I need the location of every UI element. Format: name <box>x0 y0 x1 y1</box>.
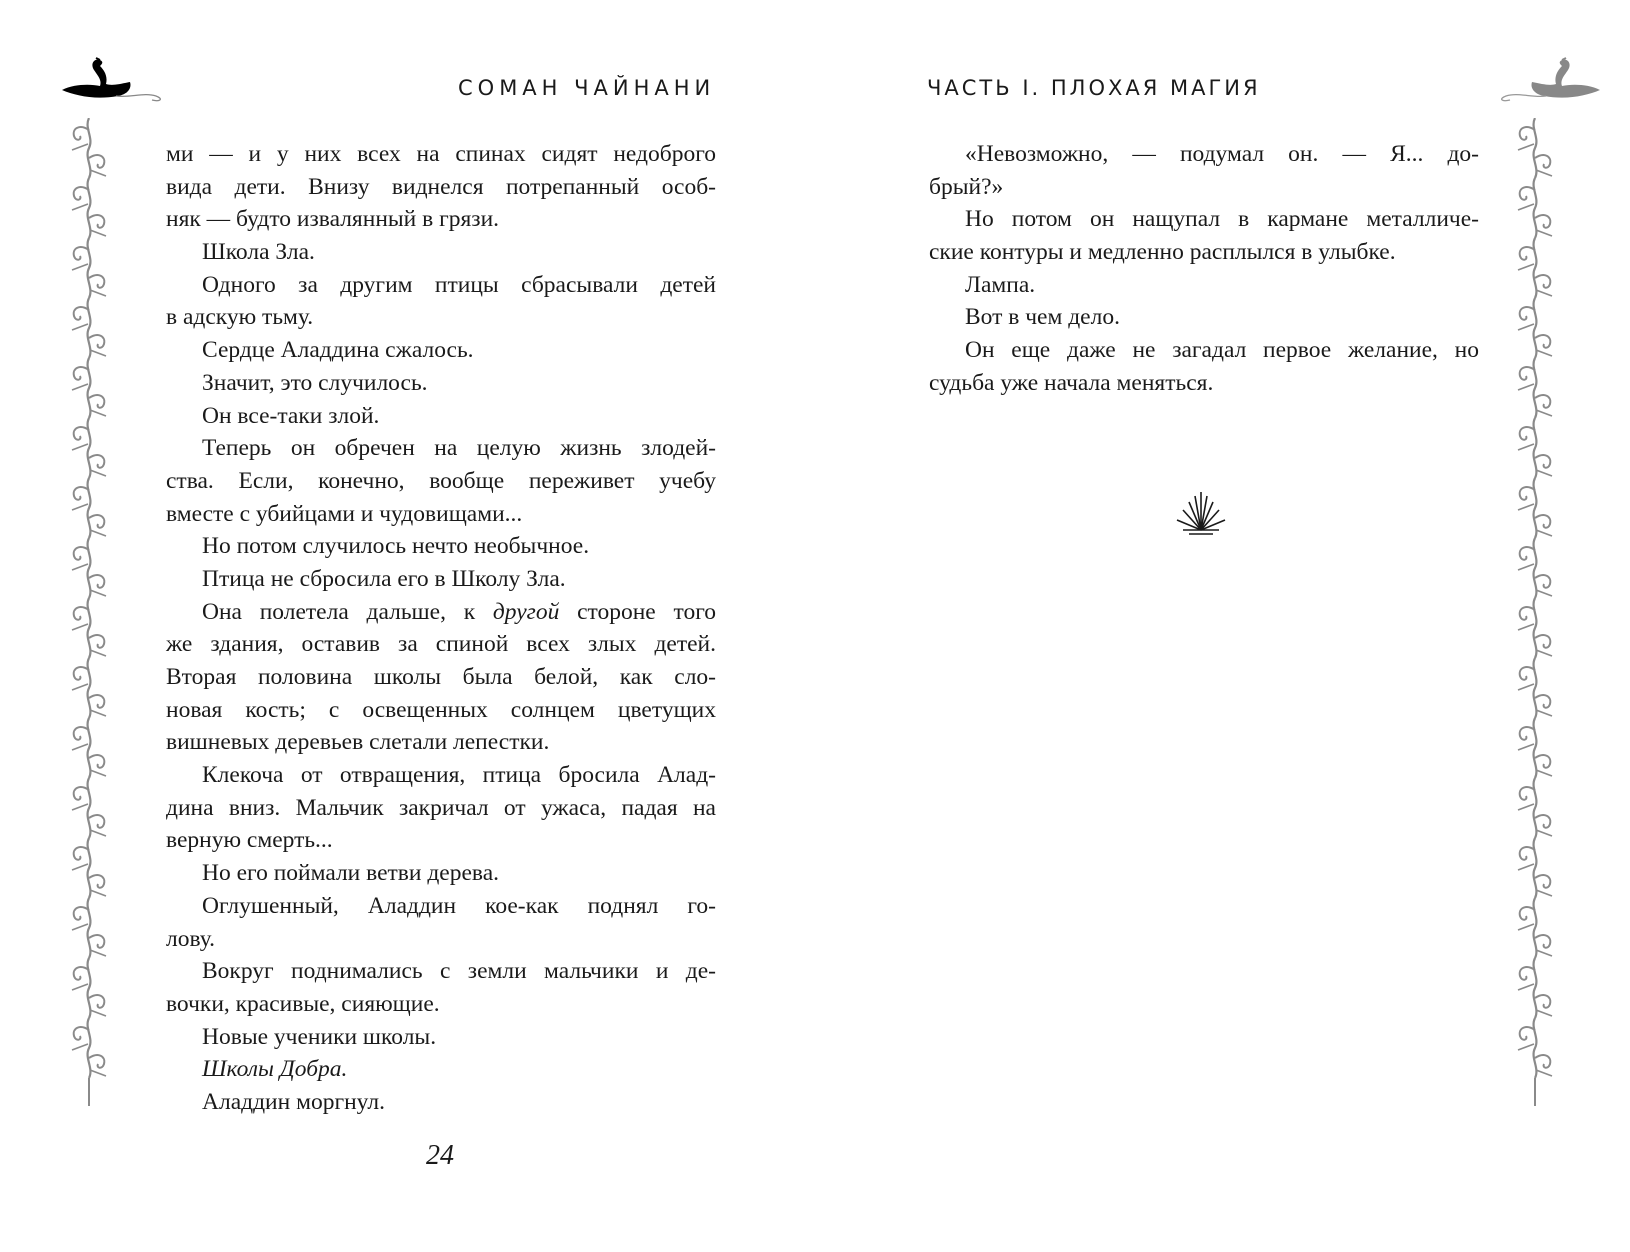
text-line <box>166 269 716 302</box>
text-run: новая кость; с освещенных солнцем цветущих <box>166 696 716 723</box>
text-line <box>929 236 1479 269</box>
text-run: Теперь он обречен на целую жизнь злодей- <box>202 435 716 462</box>
running-head-chapter: ЧАСТЬ I. ПЛОХАЯ МАГИЯ <box>927 76 1261 100</box>
page-number: 24 <box>426 1140 454 1171</box>
text-run: Клекоча от отвращения, птица бросила Алад- <box>202 762 716 789</box>
text-run: вида дети. Внизу виднелся потрепанный особ- <box>166 173 716 200</box>
text-line <box>166 923 716 956</box>
text-line <box>166 400 716 433</box>
text-run: Птица не сбросила его в Школу Зла. <box>202 565 566 592</box>
text-run: Аладдин моргнул. <box>202 1088 385 1115</box>
text-line <box>166 726 716 759</box>
text-line <box>166 661 716 694</box>
fan-ornament-icon <box>1173 490 1229 536</box>
text-run: судьба уже начала меняться. <box>929 369 1214 396</box>
text-line <box>929 269 1479 302</box>
text-run: Сердце Аладдина сжалось. <box>202 337 474 364</box>
text-run: Новые ученики школы. <box>202 1023 437 1050</box>
text-run: Он все-таки злой. <box>202 402 380 429</box>
text-line <box>166 759 716 792</box>
right-page <box>815 0 1630 1252</box>
text-line <box>929 334 1479 367</box>
right-body-text <box>929 138 1479 400</box>
text-run: верную смерть... <box>166 827 333 854</box>
text-run: Лампа. <box>965 271 1036 298</box>
text-line <box>166 563 716 596</box>
text-line <box>929 171 1479 204</box>
text-line <box>166 694 716 727</box>
text-run: Значит, это случилось. <box>202 369 428 396</box>
text-line <box>929 301 1479 334</box>
text-run: вишневых деревьев слетали лепестки. <box>166 729 550 756</box>
text-run: Но потом случилось нечто необычное. <box>202 533 590 560</box>
text-run: стороне того <box>559 598 716 625</box>
text-run: «Невозможно, — подумал он. — Я... до- <box>965 141 1479 167</box>
text-line <box>166 824 716 857</box>
text-line <box>166 138 716 171</box>
swan-icon <box>1492 52 1602 108</box>
text-run: Но его поймали ветви дерева. <box>202 860 499 887</box>
text-run: Но потом он нащупал в кармане металличе- <box>965 206 1479 233</box>
text-run: лову. <box>166 925 216 952</box>
text-line <box>166 792 716 825</box>
text-run: Школа Зла. <box>202 239 315 266</box>
text-line <box>166 465 716 498</box>
running-head-author: СОМАН ЧАЙНАНИ <box>458 76 716 100</box>
text-run: Оглушенный, Аладдин кое-как поднял го- <box>202 892 716 919</box>
text-line <box>166 432 716 465</box>
text-line <box>166 367 716 400</box>
text-line <box>166 890 716 923</box>
italic-run: другой <box>492 598 560 625</box>
vine-border-icon <box>1510 118 1560 1108</box>
text-run: няк — будто извалянный в грязи. <box>166 206 500 233</box>
text-line <box>166 171 716 204</box>
text-line <box>166 530 716 563</box>
text-run: в адскую тьму. <box>166 304 314 331</box>
text-line <box>166 596 716 629</box>
text-line <box>166 498 716 531</box>
text-line <box>166 1053 716 1086</box>
text-run: Одного за другим птицы сбрасывали детей <box>202 271 716 298</box>
text-run: брый?» <box>929 173 1004 200</box>
text-line <box>166 857 716 890</box>
vine-border-icon <box>64 118 114 1108</box>
text-run: Он еще даже не загадал первое желание, но <box>965 337 1479 364</box>
text-line <box>166 203 716 236</box>
swan-icon <box>60 52 170 108</box>
text-line <box>166 988 716 1021</box>
text-run: Вокруг поднимались с земли мальчики и де- <box>202 958 716 985</box>
text-line <box>166 955 716 988</box>
text-run: ства. Если, конечно, вообще переживет учебу <box>166 467 716 494</box>
italic-run: Школы Добра. <box>202 1056 348 1083</box>
text-run: ми — и у них всех на спинах сидят недоброго <box>166 141 716 167</box>
text-run: же здания, оставив за спиной всех злых детей. <box>166 631 716 658</box>
text-line <box>929 138 1479 171</box>
text-run: вочки, красивые, сияющие. <box>166 990 440 1017</box>
text-run: Вот в чем дело. <box>965 304 1120 331</box>
text-line <box>166 1021 716 1054</box>
text-run: вместе с убийцами и чудовищами... <box>166 500 523 527</box>
text-run: ские контуры и медленно расплылся в улыбке. <box>929 239 1396 266</box>
text-line <box>166 1086 716 1119</box>
text-run: Она полетела дальше, к <box>202 598 493 625</box>
text-line <box>166 334 716 367</box>
text-line <box>929 367 1479 400</box>
text-line <box>166 628 716 661</box>
text-line <box>166 301 716 334</box>
text-run: Вторая половина школы была белой, как сло- <box>166 664 716 690</box>
left-body-text <box>166 138 716 1119</box>
text-line <box>929 203 1479 236</box>
text-run: дина вниз. Мальчик закричал от ужаса, падая на <box>166 794 716 821</box>
text-line <box>166 236 716 269</box>
